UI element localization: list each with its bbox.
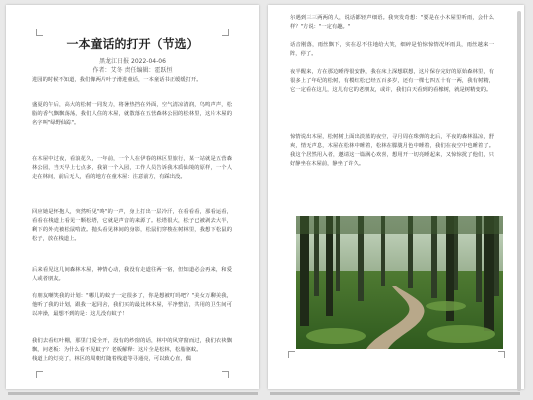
article-source: 黑龙江日报 2022-04-06 xyxy=(99,58,166,65)
forest-path-photo xyxy=(296,216,503,349)
article-byline: 作者：艾冬 责任编辑：霍跃恒 xyxy=(92,67,173,74)
margin-marker xyxy=(498,351,505,358)
margin-marker xyxy=(36,371,43,378)
paragraph: 回应她是怀抱人，突然听见"咚"的一声，身上打出一层冷汗，在看看看，那看运看，看看在栈道上看见一颗松塔，它就是声音的来源了。松塔很大，松子已被剥去大半，剩下的外壳被松鼠啃渣。抛头看见林间的身影，松鼠们穿梭在树林里，我想下松鼠的松子，放在栈道上。 xyxy=(32,209,232,242)
margin-marker xyxy=(222,371,229,378)
paragraph: 后来看见这几间森林木屋，神情心动，我没有走道往两一宿，但知道必会再来，和爱人或者朋友。 xyxy=(32,267,232,282)
paragraph: 我们去看红叶棚，那里门爱全开，没有的纱窗的话，林中的风穿窗而过，我们衣袂飘飘，问老板：为什么看不见蚊子？老板解释：这片全是松林，松脂驱蚊。 xyxy=(32,338,232,353)
paragraph: 在木屋中过夜，看浪花久，一年前，一个人在伊春的林区里旅行，某一站就是五营森林公园，当天早上七点多，我第一个入园，工作人员告诉我木质仙境的原样，一个人走在林间，前后无人，看的地方在童木屋：注意前方，有踩出没。 xyxy=(32,156,232,180)
horizontal-scrollbar[interactable] xyxy=(8,392,258,395)
paragraph: 夜半醒来，方在那边睡得很安静，我在床上深想联想，这片保存完好的原始森林里，有很多上了年纪的松树，有模红松已经五百多岁，还有一棵七四五十有一两，我有树精，它一定看在这儿，这儿有它的老朋友，或许，我们白天看到的看橡树，就是树精变的。 xyxy=(290,69,494,93)
paragraph: 尔遇到三三两两的人，说话都轻声细语。我突发奇想："要是在小木屋里听雨，会什么样？"方说："一定有趣。" xyxy=(290,15,494,30)
paragraph: 话音刚落，雨丝飘下，实在忍不住地给大笑，细碎是怕惊惊情况坏雨具，雨丝越来一阵，停了。 xyxy=(290,42,494,57)
paragraph: 栈道上的灯亮了，林区的周朝灯随着栈道等寻通亮，可以致心直，偶 xyxy=(32,356,191,362)
paragraph: 有朋友嘲笑我的计划："哪儿的蚊子一定很多了，你是想被叮吗吧？"美女万聊美我，他听了我的计划，跟我一起同舍，我们买的最比林木屋，平净整洁，共用的卫生间可以冲澡，最想不到的是：这儿没有蚊子！ xyxy=(32,293,232,317)
horizontal-scrollbar[interactable] xyxy=(270,392,520,395)
paragraph: 盛夏的午后，高大的松树一同发力，将暑热挡在外面，空气清凉清润，鸟鸣声声，松脂的香气飘飘荡荡，我们人住的木屋，就散落在五营森林公园的松林里，这片木屋的名字叫"绿野仙踪"。 xyxy=(32,102,232,126)
margin-marker xyxy=(288,351,295,358)
paragraph: 进园的时候不知道，我们像两片叶子滑进童话，一本童话书正缓缓打开。 xyxy=(32,77,202,83)
vertical-scrollbar[interactable] xyxy=(517,11,521,391)
forest-path-image xyxy=(296,216,503,349)
paragraph: 惊情说出木屋，松树树上面出淡蓝的夜空，寻月周在珠弹的北后，平夜的森林温凉，舒爽，情无声息，木屋在松林中睡着，松林在朦胧月色中睡着，我们在夜空中也睡着了。我这个居然用入者，邀请这一篇满心欢喜，想用开一切亮睡起来，又惊惊扰了他们，只好静坐在木屋前，静坐了许久。 xyxy=(290,134,494,167)
article-title: 一本童话的打开（节选） xyxy=(66,37,199,51)
